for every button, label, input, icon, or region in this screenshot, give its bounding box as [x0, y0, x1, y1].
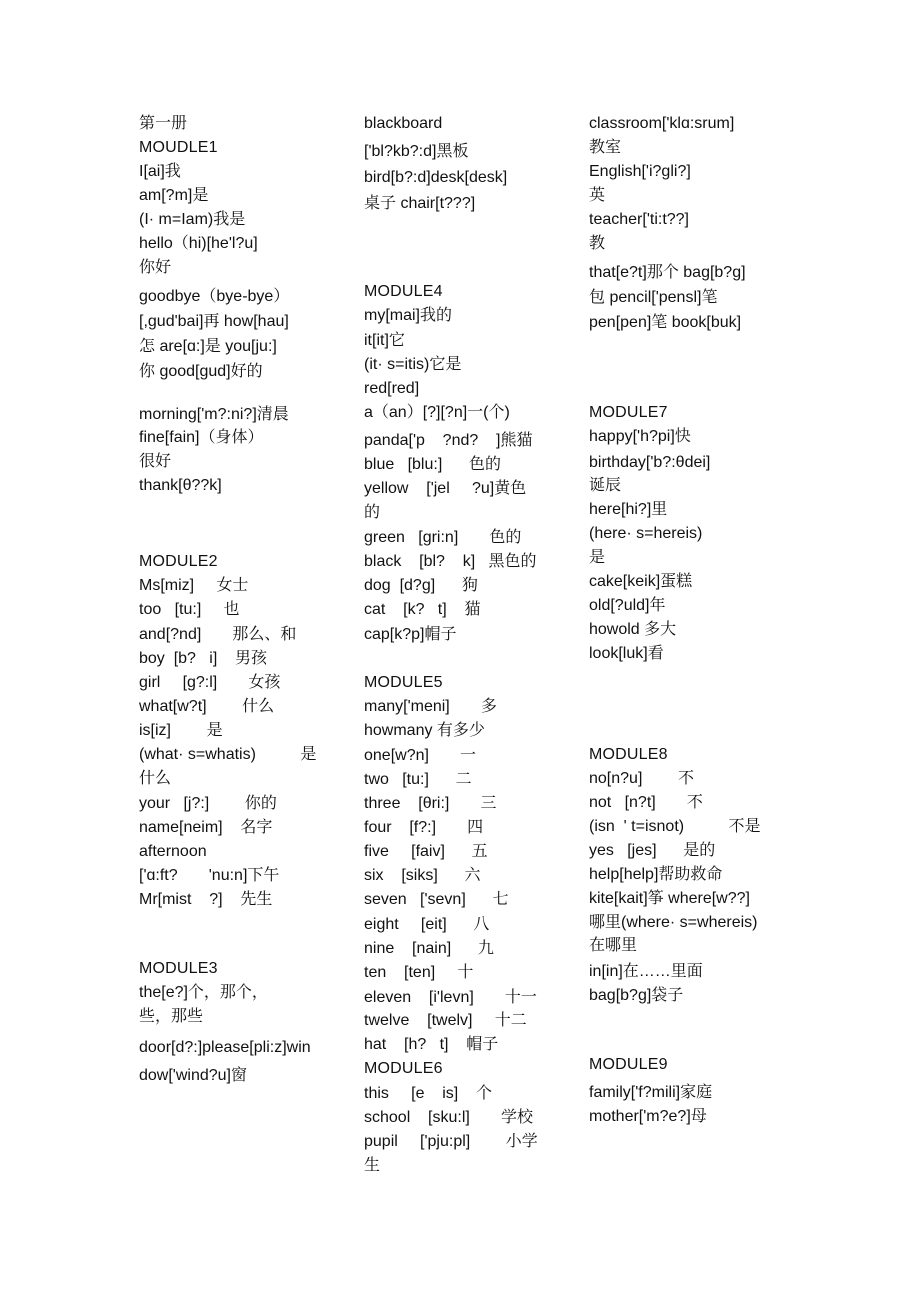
vocab-line: fine[fain]（身体） [139, 429, 264, 446]
vocab-line: hello（hi)[he'l?u] [139, 235, 258, 252]
vocab-line: here[hi?]里 [589, 501, 668, 518]
vocab-line: I[ai]我 [139, 163, 181, 180]
vocab-line: no[n?u] 不 [589, 770, 694, 787]
vocab-line: dog [d?g] 狗 [364, 577, 478, 594]
vocab-line: boy [b? i] 男孩 [139, 650, 268, 667]
vocab-line: howold 多大 [589, 621, 677, 638]
vocab-line: (here· s=hereis) [589, 525, 703, 542]
vocab-line: six [siks] 六 [364, 867, 481, 884]
vocab-line: black [bl? k] 黑色的 [364, 553, 537, 570]
vocab-line: red[red] [364, 380, 420, 397]
vocab-line: 包 pencil['pensl]笔 [589, 289, 718, 306]
vocab-line: twelve [twelv] 十二 [364, 1012, 527, 1029]
vocab-line: cap[k?p]帽子 [364, 626, 457, 643]
vocab-line: green [gri:n] 色的 [364, 529, 522, 546]
vocab-line: in[in]在……里面 [589, 963, 703, 980]
vocab-line: one[w?n] 一 [364, 747, 477, 764]
vocab-line: and[?nd] 那么、和 [139, 626, 297, 643]
vocab-line: 些，那些 [139, 1008, 204, 1025]
vocab-line: 生 [364, 1157, 381, 1174]
vocab-line: your [j?:] 你的 [139, 795, 277, 812]
vocab-line: 你好 [139, 259, 172, 276]
vocab-line: look[luk]看 [589, 645, 664, 662]
vocab-line: that[e?t]那个 bag[b?g] [589, 264, 746, 281]
vocab-line: 诞辰 [589, 477, 622, 494]
vocab-line: 什么 [139, 770, 172, 787]
column-2 [364, 0, 584, 1303]
vocab-line: 第一册 [139, 115, 188, 132]
vocab-line: is[iz] 是 [139, 722, 223, 739]
module-heading: MODULE5 [364, 674, 443, 691]
vocab-line: ['bl?kb?:d]黑板 [364, 143, 469, 160]
vocab-line: 的 [364, 504, 381, 521]
vocab-line: door[d?:]please[pli:z]win [139, 1039, 311, 1056]
vocab-line: it[it]它 [364, 332, 405, 349]
module-heading: MODULE3 [139, 960, 218, 977]
vocab-line: panda['p ?nd? ]熊猫 [364, 432, 533, 449]
vocab-line: (what· s=whatis) 是 [139, 746, 317, 763]
vocab-line: cat [k? t] 猫 [364, 601, 481, 618]
vocab-line: am[?m]是 [139, 187, 209, 204]
vocab-line: English['i?gli?] [589, 163, 691, 180]
vocab-line: 教 [589, 235, 606, 252]
vocab-line: morning['m?:ni?]清晨 [139, 406, 289, 423]
vocab-line: thank[θ??k] [139, 477, 222, 494]
vocab-line: eleven [i'levn] 十一 [364, 989, 537, 1006]
vocab-line: 哪里(where· s=whereis) [589, 914, 758, 931]
vocab-line: old[?uld]年 [589, 597, 666, 614]
vocab-line: yes [jes] 是的 [589, 842, 716, 859]
vocab-line: the[e?]个，那个， [139, 984, 268, 1001]
vocab-line: what[w?t] 什么 [139, 698, 275, 715]
vocab-line: blackboard [364, 115, 443, 132]
vocab-line: five [faiv] 五 [364, 843, 488, 860]
vocab-line: mother['m?e?]母 [589, 1108, 707, 1125]
vocab-line: dow['wind?u]窗 [139, 1067, 248, 1084]
vocab-line: a（an）[?][?n]一(个) [364, 404, 510, 421]
vocab-line: [,gud'bai]再 how[hau] [139, 313, 289, 330]
vocab-line: four [f?:] 四 [364, 819, 484, 836]
vocab-line: (I· m=Iam)我是 [139, 211, 246, 228]
vocab-line: many['meni] 多 [364, 698, 497, 715]
vocab-line: 很好 [139, 453, 172, 470]
column-1 [139, 0, 359, 1303]
module-heading: MODULE4 [364, 283, 443, 300]
vocab-line: (it· s=itis)它是 [364, 356, 462, 373]
vocab-line: eight [eit] 八 [364, 916, 490, 933]
vocab-line: school [sku:l] 学校 [364, 1109, 533, 1126]
vocab-line: cake[keik]蛋糕 [589, 573, 693, 590]
vocab-line: blue [blu:] 色的 [364, 456, 501, 473]
vocab-line: nine [nain] 九 [364, 940, 494, 957]
vocab-line: howmany 有多少 [364, 722, 485, 739]
vocab-line: family['f?mili]家庭 [589, 1084, 713, 1101]
module-heading: MODULE8 [589, 746, 668, 763]
vocab-line: goodbye（bye-bye） [139, 288, 290, 305]
vocab-line: 怎 are[ɑ:]是 you[ju:] [139, 338, 277, 355]
vocab-line: ['ɑ:ft? 'nu:n]下午 [139, 867, 280, 884]
vocab-line: bird[b?:d]desk[desk] [364, 169, 508, 186]
vocab-line: girl [g?:l] 女孩 [139, 674, 281, 691]
vocab-line: this [e is] 个 [364, 1085, 493, 1102]
vocab-line: happy['h?pi]快 [589, 428, 691, 445]
vocab-line: teacher['ti:t??] [589, 211, 689, 228]
module-heading: MODULE6 [364, 1060, 443, 1077]
vocab-line: pupil ['pju:pl] 小学 [364, 1133, 538, 1150]
vocab-line: pen[pen]笔 book[buk] [589, 314, 742, 331]
column-3 [589, 0, 809, 1303]
vocab-line: 在哪里 [589, 937, 638, 954]
module-heading: MODULE2 [139, 553, 218, 570]
vocab-line: too [tu:] 也 [139, 601, 240, 618]
vocab-line: bag[b?g]袋子 [589, 987, 684, 1004]
vocab-line: (isn ' t=isnot) 不是 [589, 818, 761, 835]
vocab-line: three [θri:] 三 [364, 795, 497, 812]
vocab-line: 英 [589, 187, 606, 204]
vocab-line: birthday['b?:θdei] [589, 454, 711, 471]
vocab-line: yellow ['jel ?u]黄色 [364, 480, 527, 497]
vocab-line: kite[kait]筝 where[w??] [589, 890, 750, 907]
vocab-line: ten [ten] 十 [364, 964, 474, 981]
vocab-line: 是 [589, 549, 606, 566]
vocab-line: seven ['sevn] 七 [364, 891, 509, 908]
vocab-line: two [tu:] 二 [364, 771, 472, 788]
vocab-line: Ms[miz] 女士 [139, 577, 249, 594]
vocab-line: 教室 [589, 139, 622, 156]
vocab-line: 桌子 chair[t???] [364, 195, 476, 212]
vocab-line: name[neim] 名字 [139, 819, 273, 836]
module-heading: MOUDLE1 [139, 139, 218, 156]
vocab-line: hat [h? t] 帽子 [364, 1036, 499, 1053]
module-heading: MODULE9 [589, 1056, 668, 1073]
vocab-line: my[mai]我的 [364, 307, 453, 324]
vocab-line: Mr[mist ?] 先生 [139, 891, 273, 908]
module-heading: MODULE7 [589, 404, 668, 421]
vocab-line: 你 good[gud]好的 [139, 363, 263, 380]
vocab-line: help[help]帮助救命 [589, 866, 723, 883]
vocab-line: classroom['klɑ:srum] [589, 115, 735, 132]
vocab-line: not [n?t] 不 [589, 794, 703, 811]
vocab-line: afternoon [139, 843, 207, 860]
